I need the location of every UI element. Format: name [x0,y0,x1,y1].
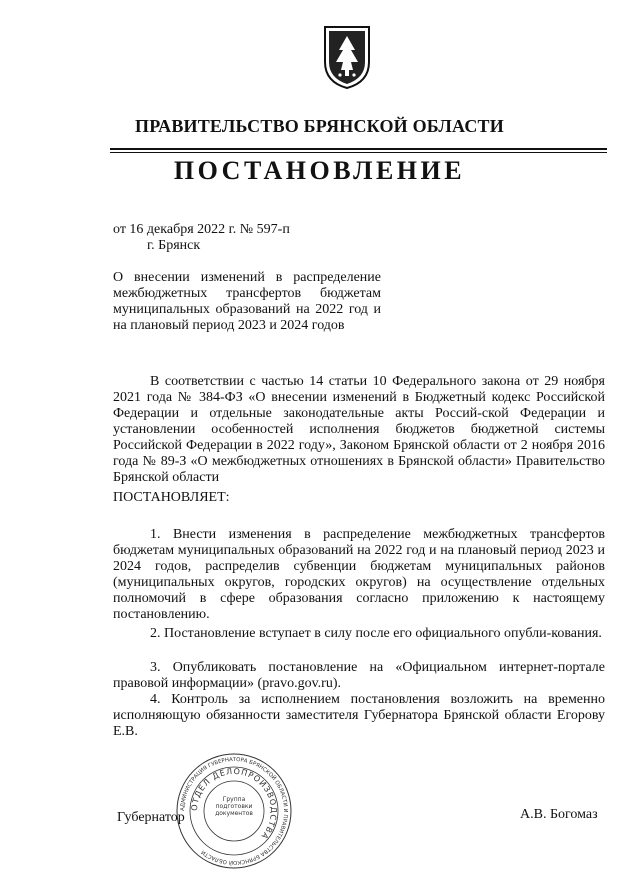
list-item: 2. Постановление вступает в силу после его официального опубли-кования. [150,626,602,641]
preamble-paragraph: В соответствии с частью 14 статьи 10 Федерального закона от 29 ноября 2021 года № 384-ФЗ «О внесении изменений в Бюджетный кодекс Российской Федерации и отдельные законодательные акты Россий-ской Федерации и установлении особенностей исполнения бюджетов бюджетной системы Российской Федерации в 2022 году», Законом Брянской области от 2 ноября 2016 года № 89-З «О межбюджетных отношениях в Брянской области» Правительство Брянской области [113,374,605,485]
document-subject: О внесении изменений в распределение межбюджетных трансфертов бюджетам муниципальных образований на 2022 год и на плановый период 2023 и 2024 годов [113,270,381,333]
coat-of-arms-icon [322,24,372,90]
date-number: от 16 декабря 2022 г. № 597-п [113,222,290,237]
official-stamp [175,752,293,870]
list-item: 3. Опубликовать постановление на «Официальном интернет-портале правовой информации» (pravo.gov.ru). [113,660,605,691]
signature-position: Губернатор [117,810,185,825]
stamp-outer-text: АДМИНИСТРАЦИЯ ГУБЕРНАТОРА БРЯНСКОЙ ОБЛАСТИ И ПРАВИТЕЛЬСТВА БРЯНСКОЙ ОБЛАСТИ [179,756,289,866]
city: г. Брянск [147,238,201,253]
decree-word: ПОСТАНОВЛЯЕТ: [113,490,230,505]
document-type-title: ПОСТАНОВЛЕНИЕ [173,156,466,185]
list-item: 1. Внести изменения в распределение межбюджетных трансфертов бюджетам муниципальных образований на 2022 год и на плановый период 2023 и 2024 годов, распределив субвенции бюджетам муниципальных районов (муниципальных округов, городских округов) на осуществление отдельных полномочий в сфере образования согласно приложению к настоящему постановлению. [113,527,605,622]
government-title: ПРАВИТЕЛЬСТВО БРЯНСКОЙ ОБЛАСТИ [135,116,504,136]
signature-name: А.В. Богомаз [520,807,598,822]
stamp-ring-text: ОТДЕЛ ДЕЛОПРОИЗВОДСТВА [189,766,279,842]
header-rule [110,148,607,150]
stamp-center-text: Группа подготовки документов [215,796,253,817]
list-item: 4. Контроль за исполнением постановления возложить на временно исполняющую обязанности заместителя Губернатора Брянской области Егорову Е.В. [113,692,605,739]
header-rule-thin [110,152,607,153]
